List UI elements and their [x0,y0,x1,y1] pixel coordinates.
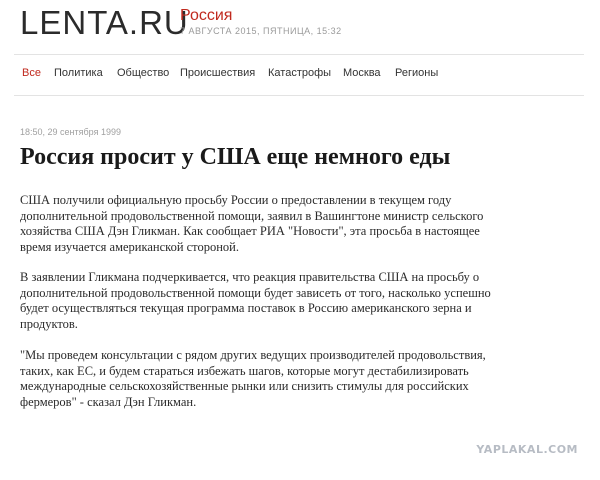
site-logo[interactable]: LENTA.RU [20,4,189,41]
article-paragraph-2: В заявлении Гликмана подчеркивается, что реакция правительства США на просьбу о дополнительной продовольственной помощи будет зависеть от того, насколько успешно будет осуществляться текущая программа поставок в Россию американского зерна и продуктов. [20,270,491,331]
nav-item-politics[interactable]: Политика [54,67,103,79]
site-header [0,0,600,52]
nav-item-moscow[interactable]: Москва [343,67,381,79]
article-date: 18:50, 29 сентября 1999 [20,127,121,137]
nav-item-regions[interactable]: Регионы [395,67,439,79]
watermark: YAPLAKAL.COM [476,443,578,456]
article-paragraph-3: "Мы проведем консультации с рядом других ведущих производителей продовольствия, таких, как ЕС, и будем стараться избежать шагов, которые могут дестабилизировать международные сельскохозяйственные рынки или снизить стимулы для российских фермеров" - сказал Дэн Гликман. [20,348,486,409]
section-link[interactable]: Россия [180,7,233,24]
article-title: Россия просит у США еще немного еды [20,144,451,170]
nav-item-society[interactable]: Общество [117,67,170,79]
nav-item-incidents[interactable]: Происшествия [180,67,256,79]
header-date: 7 АВГУСТА 2015, ПЯТНИЦА, 15:32 [180,26,342,36]
nav-item-all[interactable]: Все [22,67,41,79]
nav-item-disasters[interactable]: Катастрофы [268,67,332,79]
main-nav [14,54,584,96]
article-paragraph-1: США получили официальную просьбу России о предоставлении в текущем году дополнительной продовольственной помощи, заявил в Вашингтоне министр сельского хозяйства США Дэн Гликман. Как сообщает РИА "Новости", эта просьба в настоящее время изучается американской стороной. [20,193,484,254]
